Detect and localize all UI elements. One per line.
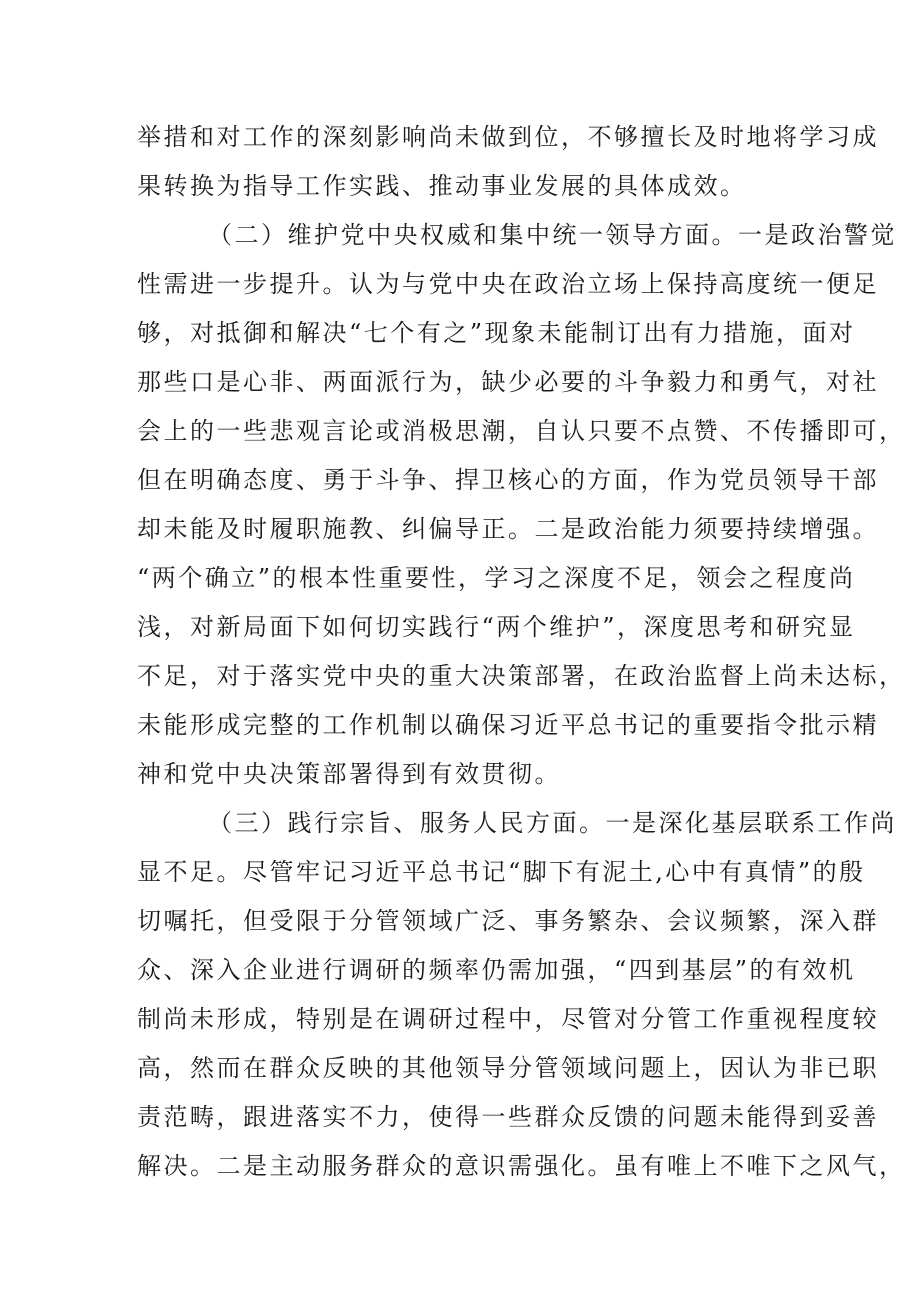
section-heading-line: （二）维护党中央权威和集中统一领导方面。一是政治警觉 <box>208 221 897 249</box>
body-text-line: 神和党中央决策部署得到有效贯彻。 <box>137 760 561 788</box>
body-text-line: 够，对抵御和解决“七个有之”现象未能制订出有力措施，面对 <box>137 319 856 347</box>
body-text-line: 解决。二是主动服务群众的意识需强化。虽有唯上不唯下之风气， <box>137 1152 906 1180</box>
body-text-line: 性需进一步提升。认为与党中央在政治立场上保持高度统一便足 <box>137 270 879 298</box>
body-text-line: 不足，对于落实党中央的重大决策部署，在政治监督上尚未达标， <box>137 662 906 690</box>
body-text-line: 举措和对工作的深刻影响尚未做到位，不够擅长及时地将学习成 <box>137 123 879 151</box>
body-text-line: 显不足。尽管牢记习近平总书记“脚下有泥土,心中有真情”的殷 <box>137 858 866 886</box>
body-text-line: 高，然而在群众反映的其他领导分管领域问题上，因认为非已职 <box>137 1054 879 1082</box>
body-text-line: 会上的一些悲观言论或消极思潮，自认只要不点赞、不传播即可， <box>137 417 906 445</box>
body-text-line: 制尚未形成，特别是在调研过程中，尽管对分管工作重视程度较 <box>137 1005 879 1033</box>
body-text-line: 浅，对新局面下如何切实践行“两个维护”，深度思考和研究显 <box>137 613 856 641</box>
body-text-line: 那些口是心非、两面派行为，缺少必要的斗争毅力和勇气，对社 <box>137 368 879 396</box>
body-text-line: 切嘱托，但受限于分管领域广泛、事务繁杂、会议频繁，深入群 <box>137 907 879 935</box>
body-text-line: 未能形成完整的工作机制以确保习近平总书记的重要指令批示精 <box>137 711 879 739</box>
body-text-line: 责范畴，跟进落实不力，使得一些群众反馈的问题未能得到妥善 <box>137 1103 879 1131</box>
body-text-line: “两个确立”的根本性重要性，学习之深度不足，领会之程度尚 <box>137 564 856 592</box>
body-text-line: 但在明确态度、勇于斗争、捍卫核心的方面，作为党员领导干部 <box>137 466 879 494</box>
body-text-line: 众、深入企业进行调研的频率仍需加强，“四到基层”的有效机 <box>137 956 856 984</box>
body-text-line: 却未能及时履职施教、纠偏导正。二是政治能力须要持续增强。 <box>137 515 879 543</box>
body-text-line: 果转换为指导工作实践、推动事业发展的具体成效。 <box>137 172 747 200</box>
section-heading-line: （三）践行宗旨、服务人民方面。一是深化基层联系工作尚 <box>208 809 897 837</box>
